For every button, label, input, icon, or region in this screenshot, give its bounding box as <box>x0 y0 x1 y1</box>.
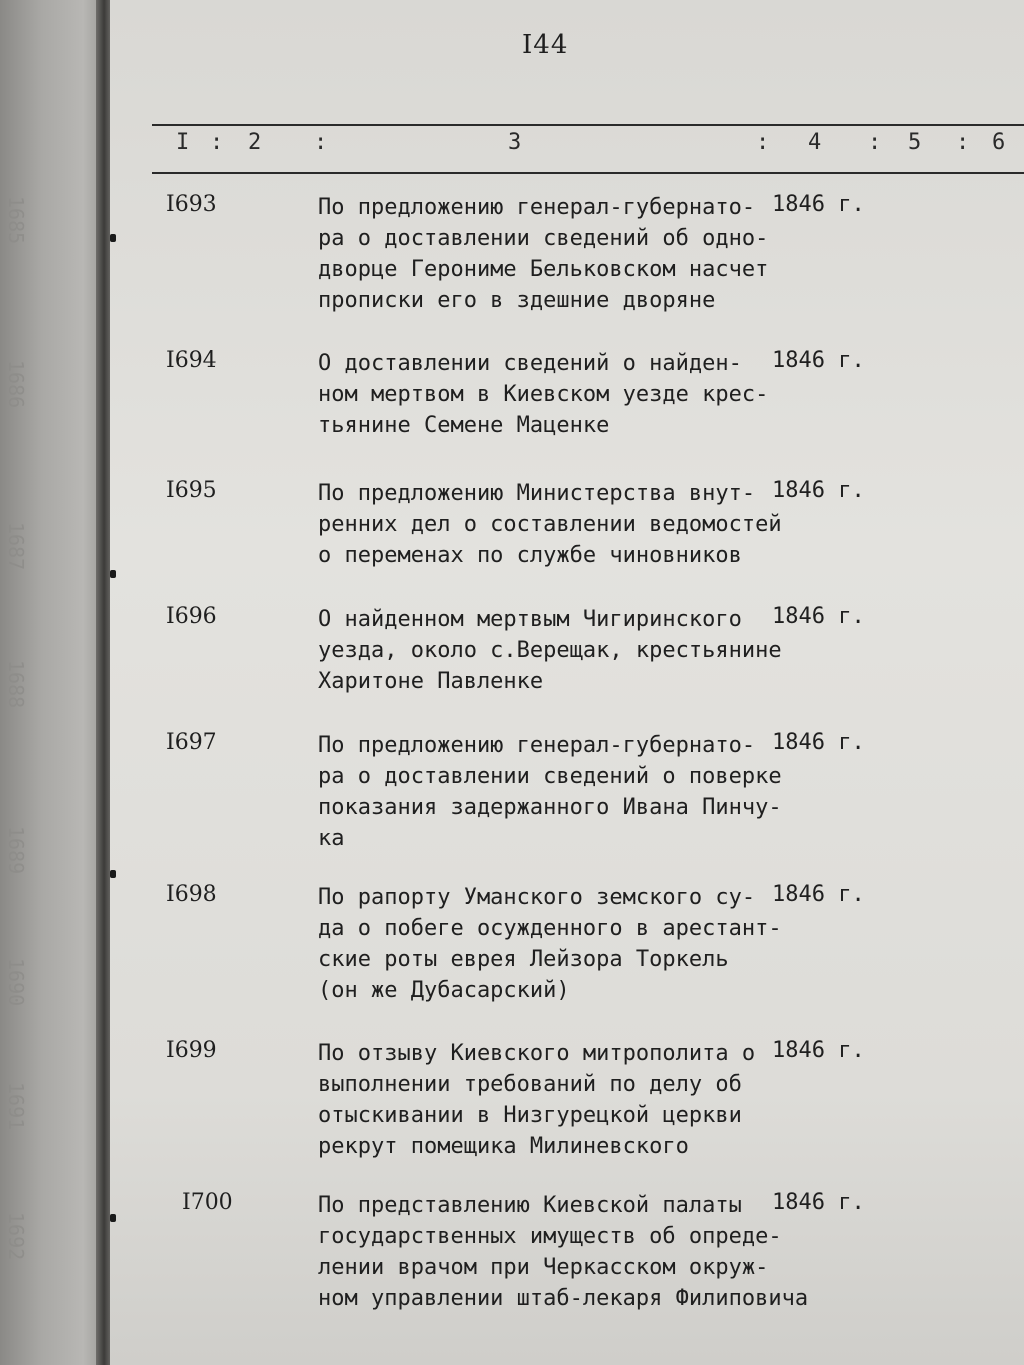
record-title <box>318 1038 772 1162</box>
header-rule-top <box>152 124 1024 126</box>
record-title-line: По предложению генерал-губернато- <box>318 195 756 220</box>
column-separator: : <box>956 130 970 155</box>
record-number: I698 <box>166 882 217 907</box>
record-title-line: государственных имуществ об опреде- <box>318 1224 782 1249</box>
record-title <box>318 604 782 697</box>
record-title-line: ка <box>318 826 345 851</box>
record-title-line: По рапорту Уманского земского су- <box>318 885 756 910</box>
record-title <box>318 1190 809 1314</box>
record-number: I696 <box>166 604 217 629</box>
record-title-line: ра о доставлении сведений о поверке <box>318 764 782 789</box>
record-year: 1846 г. <box>772 478 865 503</box>
record-year: 1846 г. <box>772 604 865 629</box>
record-year: 1846 г. <box>772 1038 865 1063</box>
record-title-line: уезда, около с.Верещак, крестьянине <box>318 638 782 663</box>
facing-page-edge <box>0 0 104 1365</box>
column-separator: : <box>210 130 224 155</box>
record-title-line: рекрут помещика Милиневского <box>318 1134 689 1159</box>
binding-hole-mark <box>110 1214 116 1222</box>
record-title-line: прописки его в здешние дворяне <box>318 288 716 313</box>
record-year: 1846 г. <box>772 1190 865 1215</box>
facing-page-number: 1690 <box>4 958 28 1007</box>
page-number: I44 <box>522 30 569 60</box>
record-title-line: ном мертвом в Киевском уезде крес- <box>318 382 769 407</box>
record-number: I693 <box>166 192 217 217</box>
record-title-line: Харитоне Павленке <box>318 669 544 694</box>
record-year: 1846 г. <box>772 348 865 373</box>
record-title-line: (он же Дубасарский) <box>318 978 570 1003</box>
facing-page-number: 1686 <box>4 360 28 409</box>
record-title-line: О доставлении сведений о найден- <box>318 351 742 376</box>
facing-page-number: 1687 <box>4 522 28 571</box>
facing-page-number: 1685 <box>4 196 28 245</box>
record-title-line: выполнении требований по делу об <box>318 1072 742 1097</box>
column-header-1: I <box>176 130 190 155</box>
column-header-6: 6 <box>992 130 1006 155</box>
column-separator: : <box>756 130 770 155</box>
document-page <box>110 0 1024 1365</box>
facing-page-number: 1691 <box>4 1082 28 1131</box>
record-title-line: отыскивании в Низгурецкой церкви <box>318 1103 742 1128</box>
record-title-line: По отзыву Киевского митрополита о <box>318 1041 756 1066</box>
record-title <box>318 882 782 1006</box>
record-year: 1846 г. <box>772 730 865 755</box>
record-number: I694 <box>166 348 217 373</box>
binding-hole-mark <box>110 234 116 242</box>
record-number: I699 <box>166 1038 217 1063</box>
record-title-line: тьянине Семене Маценке <box>318 413 610 438</box>
record-title <box>318 478 782 571</box>
record-title-line: да о побеге осужденного в арестант- <box>318 916 782 941</box>
record-number: I695 <box>166 478 217 503</box>
record-title-line: показания задержанного Ивана Пинчу- <box>318 795 782 820</box>
binding-hole-mark <box>110 570 116 578</box>
record-title-line: дворце Герониме Бельковском насчет <box>318 257 769 282</box>
record-number: I700 <box>182 1190 233 1215</box>
record-title-line: ном управлении штаб-лекаря Филиповича <box>318 1286 809 1311</box>
column-header-4: 4 <box>808 130 822 155</box>
column-header-5: 5 <box>908 130 922 155</box>
facing-page-number: 1692 <box>4 1212 28 1261</box>
facing-page-number: 1688 <box>4 660 28 709</box>
record-title-line: По предложению генерал-губернато- <box>318 733 756 758</box>
record-title-line: ские роты еврея Лейзора Торкель <box>318 947 729 972</box>
column-header-2: 2 <box>248 130 262 155</box>
record-title <box>318 192 772 316</box>
record-title-line: По предложению Министерства внут- <box>318 481 756 506</box>
record-title-line: лении врачом при Черкасском окруж- <box>318 1255 769 1280</box>
record-number: I697 <box>166 730 217 755</box>
record-title-line: О найденном мертвым Чигиринского <box>318 607 742 632</box>
binding-hole-mark <box>110 870 116 878</box>
record-title-line: ра о доставлении сведений об одно- <box>318 226 769 251</box>
record-title-line: По представлению Киевской палаты <box>318 1193 742 1218</box>
record-title <box>318 348 772 441</box>
column-separator: : <box>868 130 882 155</box>
record-year: 1846 г. <box>772 882 865 907</box>
column-header-3: 3 <box>508 130 522 155</box>
record-title-line: о переменах по службе чиновников <box>318 543 742 568</box>
record-year: 1846 г. <box>772 192 865 217</box>
header-rule-bottom <box>152 172 1024 174</box>
record-title-line: ренних дел о составлении ведомостей <box>318 512 782 537</box>
record-title <box>318 730 782 854</box>
column-separator: : <box>314 130 328 155</box>
facing-page-number: 1689 <box>4 826 28 875</box>
